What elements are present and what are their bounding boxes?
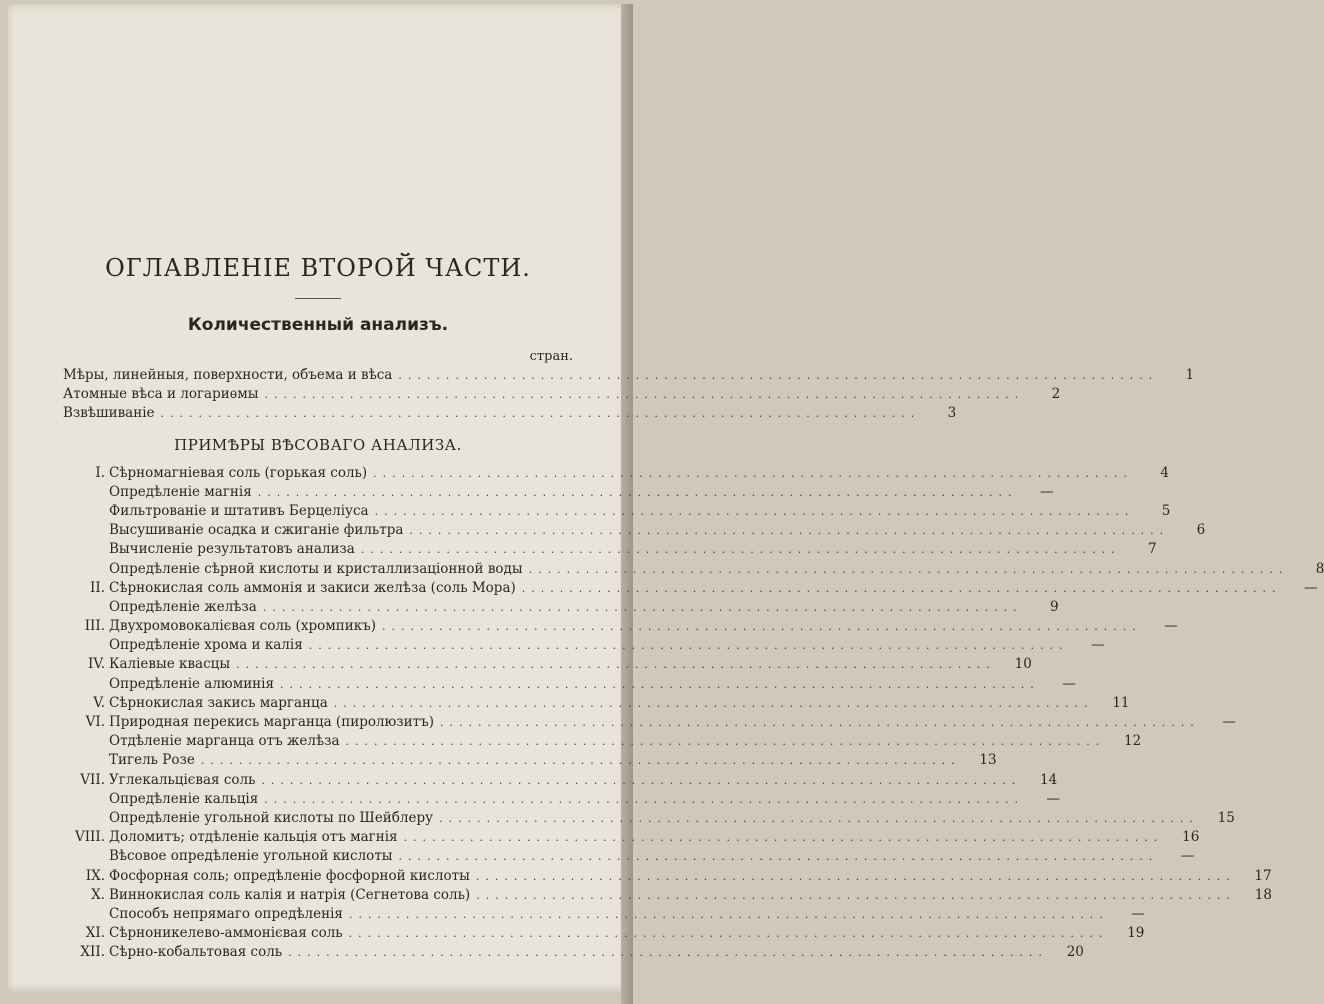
entry-number: VIII.	[74, 829, 105, 846]
leader-dots: ................................................................................	[333, 696, 1094, 710]
entry-title: Сѣрнокислая соль аммонія и закиси желѣза (соль Мора)	[109, 579, 516, 596]
entry-title: Способъ непрямаго опредѣленія	[109, 905, 343, 922]
entries-list	[63, 464, 1324, 963]
entry-title: Тигель Розе	[109, 752, 195, 769]
entry-title: Опредѣленіе угольной кислоты по Шейблеру	[109, 809, 434, 826]
entry-page-number: 7	[1148, 541, 1157, 558]
entry-page-number: 4	[1160, 464, 1169, 481]
leader-dots: ................................................................................	[261, 773, 1022, 787]
subsection-title: ПРИМѢРЫ ВѢСОВАГО АНАЛИЗА.	[174, 435, 462, 454]
entry-title: Фильтрованіе и штативъ Берцеліуса	[109, 502, 369, 519]
toc-entry	[63, 598, 1059, 617]
leader-dots: ................................................................................	[280, 677, 1040, 691]
entry-title: Двухромовокалієвая соль (хромпикъ)	[109, 618, 377, 635]
section-title: Количественный анализъ.	[187, 315, 449, 335]
entry-number: XI.	[85, 925, 105, 942]
entry-page-number: 2	[1051, 386, 1061, 403]
entry-title: Опредѣленіе алюминія	[109, 675, 275, 692]
leader-dots: ................................................................................	[475, 869, 1236, 883]
toc-entry	[63, 521, 1206, 540]
toc-entry	[63, 732, 1142, 751]
entry-number: III.	[84, 618, 105, 635]
entry-title: Доломитъ; отдѣленіе кальція отъ магнія	[109, 829, 398, 846]
leader-dots: ................................................................................	[200, 754, 961, 768]
entry-title: Виннокислая соль калія и натрія (Сегнетова соль)	[109, 886, 471, 903]
toc-entry	[63, 655, 1032, 674]
entry-page-number: —	[1062, 675, 1076, 692]
entry-page-number: 19	[1127, 925, 1145, 942]
entry-number: II.	[90, 579, 105, 596]
entry-page-number: —	[1090, 637, 1105, 654]
entry-title: Взвѣшиваніе	[63, 405, 155, 422]
entry-page-number: —	[1131, 905, 1145, 922]
entry-number: V.	[93, 694, 105, 711]
toc-entry	[63, 867, 1272, 886]
toc-entry	[63, 943, 1084, 962]
entry-page-number: —	[1046, 790, 1060, 807]
leader-dots: ................................................................................	[348, 927, 1109, 941]
leader-dots: ................................................................................	[308, 639, 1069, 653]
entry-title: Углекальцієвая соль	[109, 771, 256, 788]
entry-number: X.	[91, 886, 105, 903]
entry-title: Опредѣленіе хрома и калія	[109, 637, 303, 654]
entry-page-number: 6	[1196, 522, 1206, 539]
entry-page-number: 18	[1254, 886, 1272, 903]
intro-list	[63, 366, 1195, 424]
toc-entry	[63, 617, 1178, 636]
entry-title: Вычисленіе результатовъ анализа	[109, 541, 355, 558]
entry-page-number: 1	[1185, 367, 1195, 383]
entry-page-number: 5	[1161, 502, 1171, 519]
entry-page-number: 16	[1182, 829, 1200, 846]
page-title: ОГЛАВЛЕНІЕ ВТОРОЙ ЧАСТИ.	[105, 254, 531, 282]
leader-dots: ................................................................................	[348, 907, 1109, 921]
entry-page-number: 11	[1112, 694, 1130, 711]
leader-dots: ................................................................................	[264, 792, 1024, 806]
leader-dots: ................................................................................	[257, 485, 1018, 499]
entry-number: VI.	[85, 714, 105, 730]
page-column-header	[63, 347, 573, 366]
entry-title: Опредѣленіе желѣза	[109, 598, 257, 615]
leader-dots: ................................................................................	[398, 369, 1159, 382]
table-of-contents	[63, 252, 1324, 962]
toc-entry	[63, 502, 1171, 521]
entry-page-number: 17	[1254, 867, 1272, 884]
toc-entry	[63, 751, 997, 770]
leader-dots: ................................................................................	[476, 888, 1236, 902]
toc-entry	[63, 847, 1195, 866]
entry-number: IX.	[85, 867, 105, 884]
leader-dots: ................................................................................	[373, 466, 1133, 480]
page-column-label: стран.	[529, 349, 573, 364]
entry-page-number: 14	[1039, 771, 1058, 788]
entry-title: Вѣсовое опредѣленіе угольной кислоты	[109, 848, 393, 865]
entry-number: I.	[95, 464, 105, 481]
entry-number: IV.	[87, 656, 105, 673]
entry-title: Атомные вѣса и логариѳмы	[63, 386, 259, 403]
leader-dots: ................................................................................	[288, 946, 1048, 960]
entry-title: Мѣры, линейныя, поверхности, объема и вѣса	[63, 367, 393, 383]
entry-page-number: 13	[979, 752, 997, 769]
leader-dots: ................................................................................	[382, 620, 1142, 634]
entry-page-number: 9	[1050, 598, 1059, 615]
entry-page-number: 3	[947, 405, 957, 422]
entry-page-number: 10	[1014, 656, 1032, 673]
leader-dots: ................................................................................	[409, 524, 1170, 538]
leader-dots: ................................................................................	[374, 504, 1135, 518]
toc-entry	[63, 483, 1054, 502]
leader-dots: ................................................................................	[160, 407, 921, 421]
entry-title: Опредѣленіе кальція	[109, 790, 259, 807]
leader-dots: ................................................................................	[528, 562, 1289, 576]
entry-page-number: —	[1164, 618, 1178, 635]
leader-dots: ................................................................................	[403, 831, 1164, 845]
entry-number: VII.	[80, 771, 105, 788]
entry-title: Опредѣленіе магнія	[109, 483, 252, 500]
leader-dots: ................................................................................	[439, 811, 1199, 825]
toc-entry	[63, 675, 1076, 694]
leader-dots: ................................................................................	[236, 658, 996, 672]
toc-entry	[63, 579, 1318, 598]
toc-entry	[63, 905, 1145, 924]
entry-page-number: —	[1040, 483, 1054, 500]
leader-dots: ................................................................................	[345, 735, 1106, 749]
entry-page-number: 15	[1217, 809, 1235, 826]
entry-title: Опредѣленіе сѣрной кислоты и кристаллизаціонной воды	[109, 560, 523, 577]
toc-entry	[63, 540, 1157, 559]
toc-entry	[63, 828, 1200, 847]
toc-entry	[63, 464, 1169, 483]
entry-page-number: 20	[1066, 944, 1084, 961]
entry-page-number: —	[1222, 714, 1236, 730]
toc-entry	[63, 771, 1058, 790]
toc-entry	[63, 385, 1061, 404]
entry-title: Сѣрнокислая закись марганца	[109, 694, 328, 711]
book-page	[8, 4, 1324, 994]
entry-page-number: —	[1180, 848, 1195, 865]
entry-title: Сѣрномагніевая соль (горькая соль)	[109, 464, 368, 481]
toc-entry	[63, 924, 1145, 943]
toc-entry	[63, 809, 1235, 828]
entry-page-number: —	[1304, 579, 1318, 596]
entry-title: Природная перекись марганца (пиролюзитъ)	[109, 714, 434, 730]
entry-page-number: 8	[1315, 560, 1324, 577]
toc-entry	[63, 790, 1060, 809]
leader-dots: ................................................................................	[398, 850, 1159, 864]
entry-title: Отдѣленіе марганца отъ желѣза	[109, 733, 340, 750]
toc-entry	[63, 713, 1236, 732]
toc-entry	[63, 694, 1130, 713]
toc-entry	[63, 404, 957, 423]
toc-entry	[63, 636, 1105, 655]
entry-title: Каліевые квасцы	[109, 656, 231, 673]
entry-page-number: 12	[1124, 733, 1142, 750]
leader-dots: ................................................................................	[521, 581, 1282, 595]
entry-title: Высушиваніе осадка и сжиганіе фильтра	[109, 522, 404, 539]
toc-entry	[63, 886, 1272, 905]
toc-entry	[63, 560, 1324, 579]
entry-number: XII.	[80, 944, 105, 961]
toc-entry	[63, 366, 1195, 385]
title-divider	[295, 298, 341, 299]
leader-dots: ................................................................................	[439, 716, 1200, 729]
entry-title: Фосфорная соль; опредѣленіе фосфорной кислоты	[109, 867, 470, 884]
leader-dots: ................................................................................	[360, 543, 1121, 557]
leader-dots: ................................................................................	[262, 600, 1023, 614]
leader-dots: ................................................................................	[264, 388, 1025, 402]
entry-title: Сѣрно-кобальтовая соль	[109, 944, 283, 961]
entry-title: Сѣрноникелево-аммонієвая соль	[109, 925, 343, 942]
